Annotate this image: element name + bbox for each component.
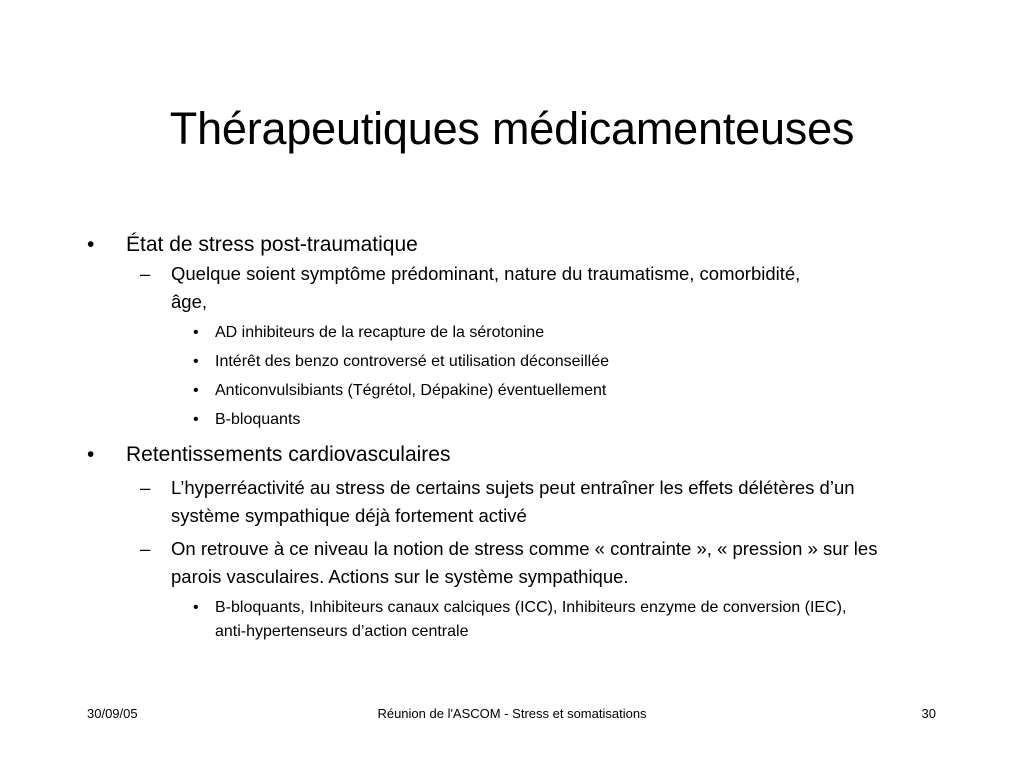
bullet-marker: •: [193, 599, 199, 616]
bullet-level3: [193, 408, 956, 432]
bullet-level3: [193, 596, 956, 644]
bullet-text: AD inhibiteurs de la recapture de la sérotonine: [215, 324, 545, 341]
slide-title: Thérapeutiques médicamenteuses: [169, 103, 855, 154]
bullet-marker: •: [193, 411, 199, 428]
bullet-text: Quelque soient symptôme prédominant, nature du traumatisme, comorbidité, âge,: [171, 263, 801, 312]
bullet-marker: •: [87, 443, 95, 466]
bullet-text: Intérêt des benzo controversé et utilisation déconseillée: [215, 353, 610, 370]
bullet-level1: [86, 230, 956, 260]
bullet-marker: •: [193, 382, 199, 399]
bullet-level1: [86, 440, 956, 470]
bullet-level3: [193, 379, 956, 403]
bullet-level2: [140, 260, 956, 316]
bullet-text: B-bloquants, Inhibiteurs canaux calciques (ICC), Inhibiteurs enzyme de conversion (IEC), anti-hypertenseurs d’action centrale: [215, 599, 847, 640]
bullet-level3: [193, 321, 956, 345]
page-number: 30: [921, 706, 936, 721]
dash-marker: –: [140, 263, 151, 284]
bullet-marker: •: [193, 353, 199, 370]
slide-content: [86, 228, 956, 644]
bullet-text: État de stress post-traumatique: [126, 233, 418, 256]
bullet-marker: •: [193, 324, 199, 341]
footer-title: Réunion de l'ASCOM - Stress et somatisations: [377, 706, 647, 721]
dash-marker: –: [140, 477, 151, 498]
bullet-text: On retrouve à ce niveau la notion de stress comme « contrainte », « pression » sur les parois vasculaires. Actions sur le système sympathique.: [171, 538, 878, 587]
bullet-level2: [140, 474, 956, 530]
bullet-text: L’hyperréactivité au stress de certains sujets peut entraîner les effets délétères d’un système sympathique déjà fortement activé: [171, 477, 855, 526]
dash-marker: –: [140, 538, 151, 559]
bullet-text: B-bloquants: [215, 411, 301, 428]
bullet-level3: [193, 350, 956, 374]
footer-date: 30/09/05: [87, 706, 138, 721]
bullet-text: Retentissements cardiovasculaires: [126, 443, 451, 466]
bullet-text: Anticonvulsibiants (Tégrétol, Dépakine) éventuellement: [215, 382, 607, 399]
bullet-level2: [140, 535, 956, 591]
bullet-marker: •: [87, 233, 95, 256]
